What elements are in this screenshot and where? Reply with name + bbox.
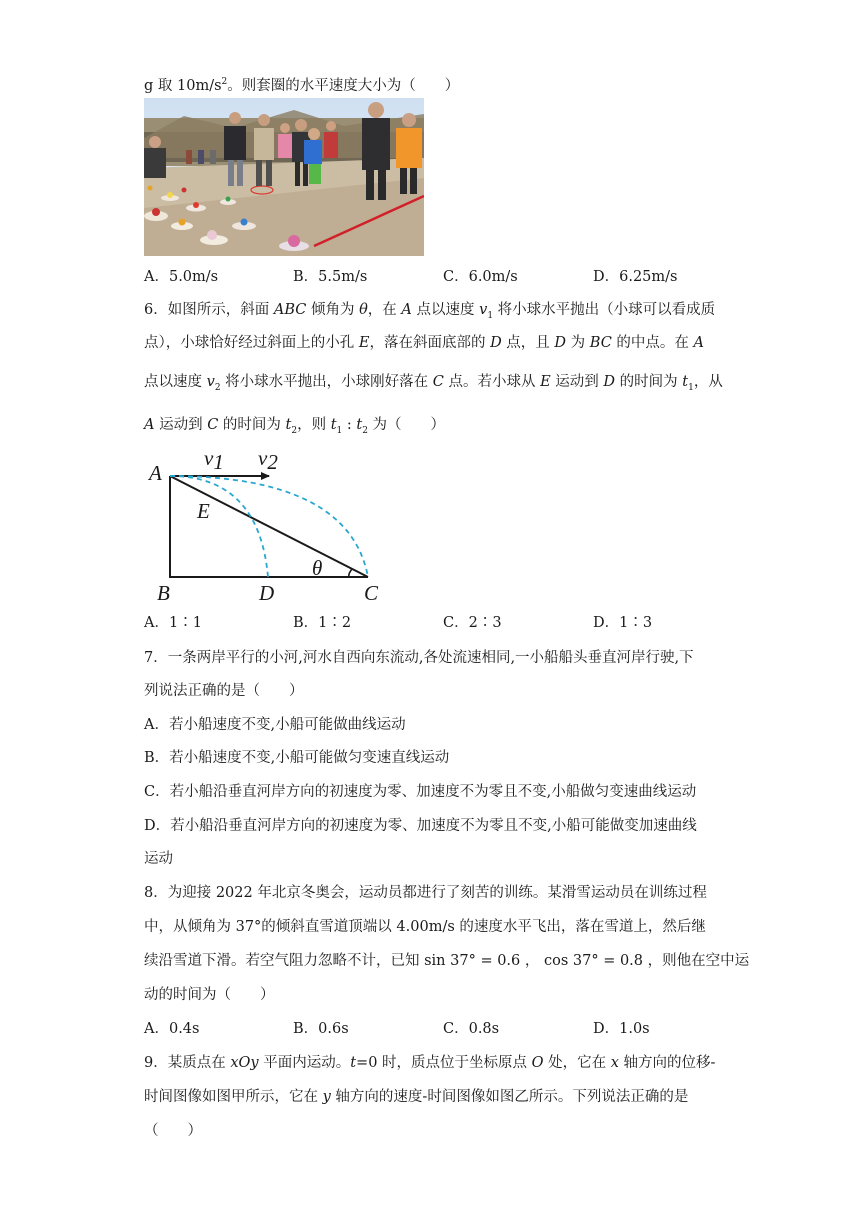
text: 2 xyxy=(214,382,221,393)
text: 的时间为 xyxy=(218,417,286,433)
text: v xyxy=(479,302,488,318)
text: 时间图像如图甲所示，它在 xyxy=(144,1089,323,1105)
text: 6．如图所示，斜面 xyxy=(144,302,274,318)
text: 运动到 xyxy=(154,417,208,433)
q7-line-2: 列说法正确的是（ ） xyxy=(144,683,304,699)
text: 的中点。在 xyxy=(611,335,694,351)
q5-option-d: D．6.25m/s xyxy=(593,269,678,285)
text: xOy xyxy=(230,1055,259,1071)
text: E xyxy=(358,335,370,351)
q6-line-1 xyxy=(144,300,715,326)
text: 为 xyxy=(566,335,590,351)
q8-line-1: 8．为迎接 2022 年北京冬奥会，运动员都进行了刻苦的训练。某滑雪运动员在训练过程 xyxy=(144,885,707,901)
text: 2 xyxy=(362,425,368,436)
q6-line-2 xyxy=(144,333,704,353)
text: t xyxy=(330,417,337,433)
label-c: C xyxy=(364,581,379,605)
text: 轴方向的位移- xyxy=(618,1055,716,1071)
label-theta: θ xyxy=(312,556,323,580)
text: t xyxy=(682,374,689,390)
text: 将小球水平抛出，小球刚好落在 xyxy=(220,374,433,390)
q6-option-a: A．1∶1 xyxy=(144,615,202,631)
text: v xyxy=(206,374,215,390)
text: : xyxy=(342,417,357,433)
q9-line-3 xyxy=(144,1121,202,1141)
text: O xyxy=(531,1055,544,1071)
q5-option-b: B．5.5m/s xyxy=(293,269,368,285)
text: y xyxy=(322,1089,331,1105)
q6-line-4 xyxy=(144,415,445,441)
text: ，从 xyxy=(693,374,723,390)
text: 1 xyxy=(688,382,694,393)
text: ，在 xyxy=(367,302,402,318)
q5-stem-text: g 取 10m/s xyxy=(144,77,222,94)
text: ABC xyxy=(273,302,307,318)
text: 2 xyxy=(291,425,298,436)
text: t xyxy=(356,417,363,433)
q9-line-2 xyxy=(144,1087,688,1107)
angle-arc xyxy=(349,569,352,577)
text: ，则 xyxy=(297,417,331,433)
q7-line-1: 7．一条两岸平行的小河,河水自西向东流动,各处流速相同,一小船船头垂直河岸行驶,下 xyxy=(144,650,694,666)
text: 点），小球恰好经过斜面上的小孔 xyxy=(144,335,359,351)
label-v1: v1 xyxy=(204,446,224,474)
text: 将小球水平抛出（小球可以看成质 xyxy=(493,302,716,318)
text: （ ） xyxy=(144,1123,202,1139)
text: 处，它在 xyxy=(543,1055,611,1071)
projectile-incline-figure xyxy=(144,446,389,608)
text: 的时间为 xyxy=(615,374,683,390)
text: 1 xyxy=(487,310,494,321)
q5-stem xyxy=(144,72,459,96)
text: D xyxy=(603,374,616,390)
text: 运动到 xyxy=(550,374,604,390)
q8-line-2: 中，从倾角为 37°的倾斜直雪道顶端以 4.00m/s 的速度水平飞出，落在雪道上，然后继 xyxy=(144,919,706,935)
q8-line-3: 续沿雪道下滑。若空气阻力忽略不计，已知 sin 37° = 0.6 ， cos 37° = 0.8 ，则他在空中运 xyxy=(144,953,750,969)
incline-ac xyxy=(170,476,368,577)
label-b: B xyxy=(157,581,170,605)
q7-option-d-cont: 运动 xyxy=(144,851,173,867)
text: t xyxy=(350,1055,357,1071)
text: 轴方向的速度-时间图像如图乙所示。下列说法正确的是 xyxy=(330,1089,689,1105)
text: C xyxy=(207,417,219,433)
q7-option-c: C．若小船沿垂直河岸方向的初速度为零、加速度不为零且不变,小船做匀变速曲线运动 xyxy=(144,784,697,800)
q8-option-c: C．0.8s xyxy=(443,1021,500,1037)
q7-option-a: A．若小船速度不变,小船可能做曲线运动 xyxy=(144,717,406,733)
label-v2: v2 xyxy=(258,446,278,474)
text: t xyxy=(285,417,292,433)
q7-option-b: B．若小船速度不变,小船可能做匀变速直线运动 xyxy=(144,750,450,766)
text: 点以速度 xyxy=(411,302,480,318)
text: 点，且 xyxy=(501,335,555,351)
q5-stem-suffix: 。则套圈的水平速度大小为（ ） xyxy=(227,77,460,94)
text: E xyxy=(540,374,551,390)
label-a: A xyxy=(149,461,162,485)
text: A xyxy=(144,417,155,433)
text: =0 时，质点位于坐标原点 xyxy=(356,1055,532,1071)
text: D xyxy=(554,335,567,351)
q8-option-a: A．0.4s xyxy=(144,1021,200,1037)
q6-line-3 xyxy=(144,372,723,398)
text: C xyxy=(432,374,444,390)
q8-option-b: B．0.6s xyxy=(293,1021,349,1037)
q6-option-d: D．1∶3 xyxy=(593,615,653,631)
q5-option-a: A．5.0m/s xyxy=(144,269,219,285)
label-e: E xyxy=(197,499,210,523)
text: θ xyxy=(359,302,368,318)
q5-stem-sup: 2 xyxy=(221,77,228,87)
q6-option-c: C．2∶3 xyxy=(443,615,502,631)
text: 倾角为 xyxy=(306,302,360,318)
ring-toss-photo xyxy=(144,98,424,256)
trajectory-v1 xyxy=(170,476,268,577)
text: 9．某质点在 xyxy=(144,1055,231,1071)
text: x xyxy=(610,1055,619,1071)
q5-option-c: C．6.0m/s xyxy=(443,269,518,285)
text: A xyxy=(401,302,412,318)
text: A xyxy=(693,335,705,351)
text: D xyxy=(490,335,502,351)
text: 平面内运动。 xyxy=(258,1055,351,1071)
text: 点以速度 xyxy=(144,374,207,390)
q8-option-d: D．1.0s xyxy=(593,1021,650,1037)
text: 1 xyxy=(336,425,343,436)
text: 点。若小球从 xyxy=(443,374,541,390)
text: 为（ ） xyxy=(367,417,446,433)
q9-line-1 xyxy=(144,1053,715,1073)
text: ，落在斜面底部的 xyxy=(369,335,491,351)
q7-option-d: D．若小船沿垂直河岸方向的初速度为零、加速度不为零且不变,小船可能做变加速曲线 xyxy=(144,818,697,834)
q8-line-4: 动的时间为（ ） xyxy=(144,987,275,1003)
label-d: D xyxy=(259,581,275,605)
text: BC xyxy=(589,335,612,351)
q6-option-b: B．1∶2 xyxy=(293,615,352,631)
